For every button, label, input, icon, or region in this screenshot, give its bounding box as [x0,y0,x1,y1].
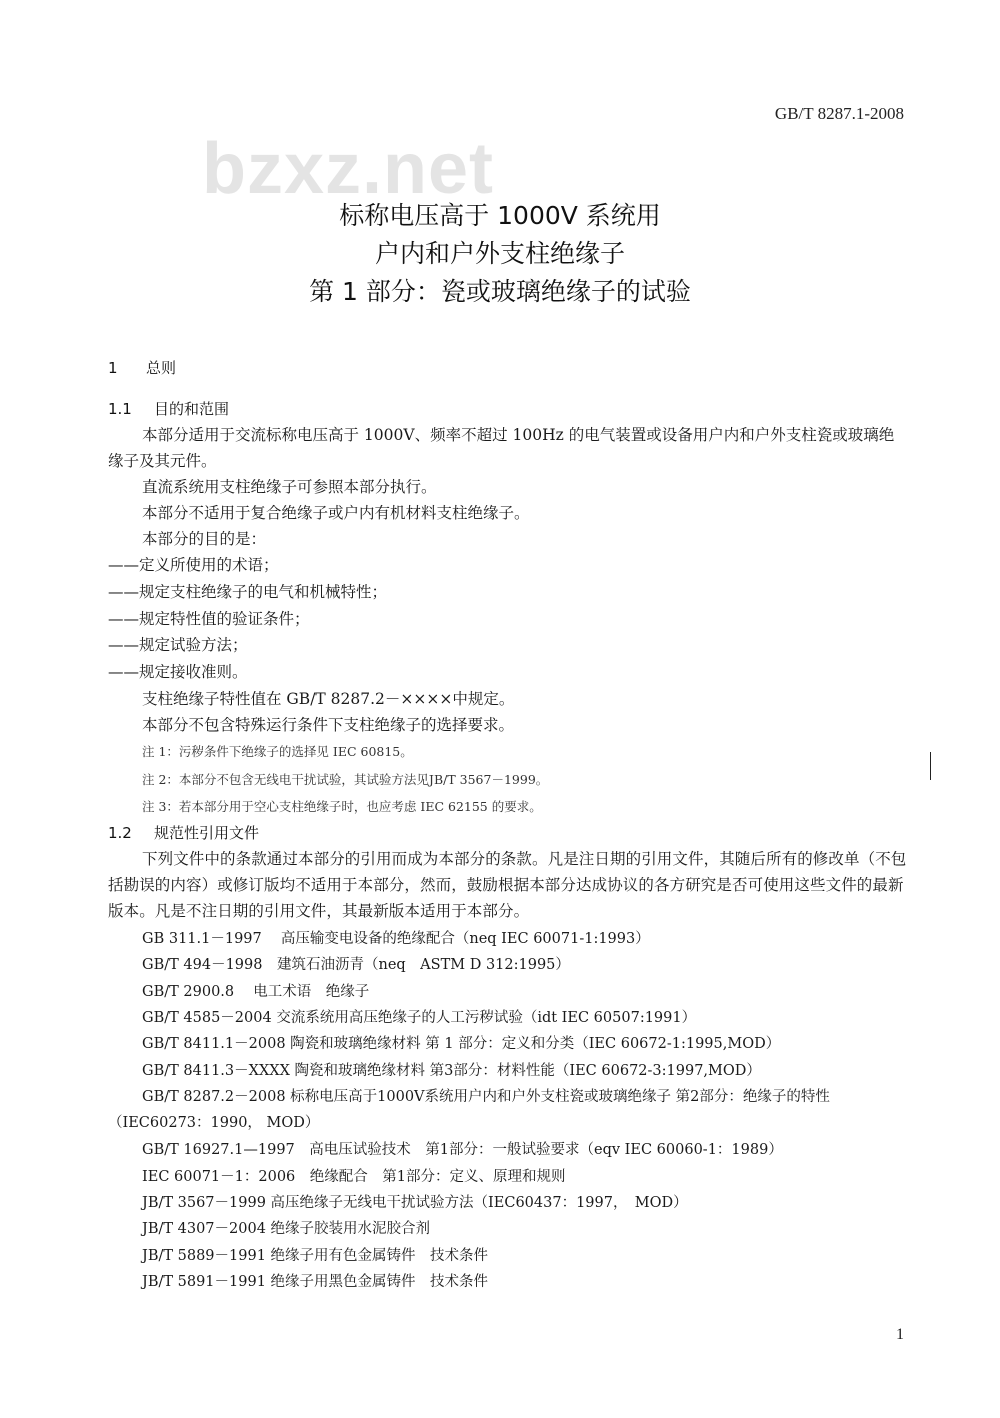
paragraph: 本部分的目的是： [142,530,267,548]
reference-item: JB/T 5891－1991 绝缘子用黑色金属铸件 技术条件 [142,1274,489,1290]
section-title: 规范性引用文件 [154,824,260,842]
paragraph: 直流系统用支柱绝缘子可参照本部分执行。 [142,478,437,496]
watermark: bzxz.net [202,129,495,209]
standard-number: GB/T 8287.1-2008 [774,104,904,123]
paragraph: 下列文件中的条款通过本部分的引用而成为本部分的条款。凡是注日期的引用文件，其随后所有的修改单（不包括勘误的内容）或修订版均不适用于本部分，然而，鼓励根据本部分达成协议的各方研究是否可使用这些文件的最新版本。凡是不注日期的引用文件，其最新版本适用于本部分。 [108,850,907,920]
text-cursor [930,752,931,780]
section-title: 目的和范围 [154,400,230,418]
reference-item: GB/T 2900.8 电工术语 绝缘子 [142,984,370,1000]
section-number: 1.2 [108,824,132,842]
reference-item: IEC 60071－1：2006 绝缘配合 第1部分：定义、原理和规则 [142,1169,566,1185]
section-title: 总则 [146,359,177,377]
reference-item: GB/T 4585－2004 交流系统用高压绝缘子的人工污秽试验（idt IEC 60507:1991） [142,1010,697,1026]
list-item: ——规定接收准则。 [108,663,248,681]
note: 注 3：若本部分用于空心支柱绝缘子时，也应考虑 IEC 62155 的要求。 [142,799,542,814]
title-line-1: 标称电压高于 1000V 系统用 [339,201,661,230]
list-item: ——规定试验方法； [108,636,248,654]
reference-item: JB/T 4307－2004 绝缘子胶装用水泥胶合剂 [142,1221,431,1237]
section-1-2-heading [108,822,259,843]
reference-item: GB/T 16927.1—1997 高电压试验技术 第1部分：一般试验要求（eqv IEC 60060-1：1989） [142,1142,783,1158]
title-line-2: 户内和户外支柱绝缘子 [374,239,625,268]
title-line-3: 第 1 部分：瓷或玻璃绝缘子的试验 [309,277,691,306]
reference-item: GB 311.1－1997 高压输变电设备的绝缘配合（neq IEC 60071-1:1993） [142,931,650,947]
reference-item: GB/T 8287.2－2008 标称电压高于1000V系统用户内和户外支柱瓷或玻璃绝缘子 第2部分：绝缘子的特性（IEC60273：1990， MOD） [108,1089,830,1131]
note: 注 2：本部分不包含无线电干扰试验，其试验方法见JB/T 3567－1999。 [142,772,549,787]
section-1-1-heading [108,398,229,419]
page-number: 1 [896,1326,904,1343]
paragraph: 本部分适用于交流标称电压高于 1000V、频率不超过 100Hz 的电气装置或设备用户内和户外支柱瓷或玻璃绝缘子及其元件。 [108,426,895,470]
list-item: ——定义所使用的术语； [108,556,279,574]
reference-item: GB/T 494－1998 建筑石油沥青（neq ASTM D 312:1995） [142,957,570,973]
reference-item: GB/T 8411.3－XXXX 陶瓷和玻璃绝缘材料 第3部分：材料性能（IEC 60672-3:1997,MOD） [142,1063,761,1079]
list-item: ——规定特性值的验证条件； [108,610,310,628]
note: 注 1：污秽条件下绝缘子的选择见 IEC 60815。 [142,744,413,759]
paragraph: 支柱绝缘子特性值在 GB/T 8287.2－××××中规定。 [142,690,515,708]
reference-item: JB/T 3567－1999 高压绝缘子无线电干扰试验方法（IEC60437：1997， MOD） [142,1195,688,1211]
paragraph: 本部分不包含特殊运行条件下支柱绝缘子的选择要求。 [142,716,515,734]
list-item: ——规定支柱绝缘子的电气和机械特性； [108,583,388,601]
section-1-heading [108,357,176,378]
reference-item: JB/T 5889－1991 绝缘子用有色金属铸件 技术条件 [142,1248,489,1264]
reference-item: GB/T 8411.1－2008 陶瓷和玻璃绝缘材料 第 1 部分：定义和分类（IEC 60672-1:1995,MOD） [142,1036,781,1052]
section-number: 1 [108,359,118,377]
paragraph: 本部分不适用于复合绝缘子或户内有机材料支柱绝缘子。 [142,504,530,522]
section-number: 1.1 [108,400,132,418]
